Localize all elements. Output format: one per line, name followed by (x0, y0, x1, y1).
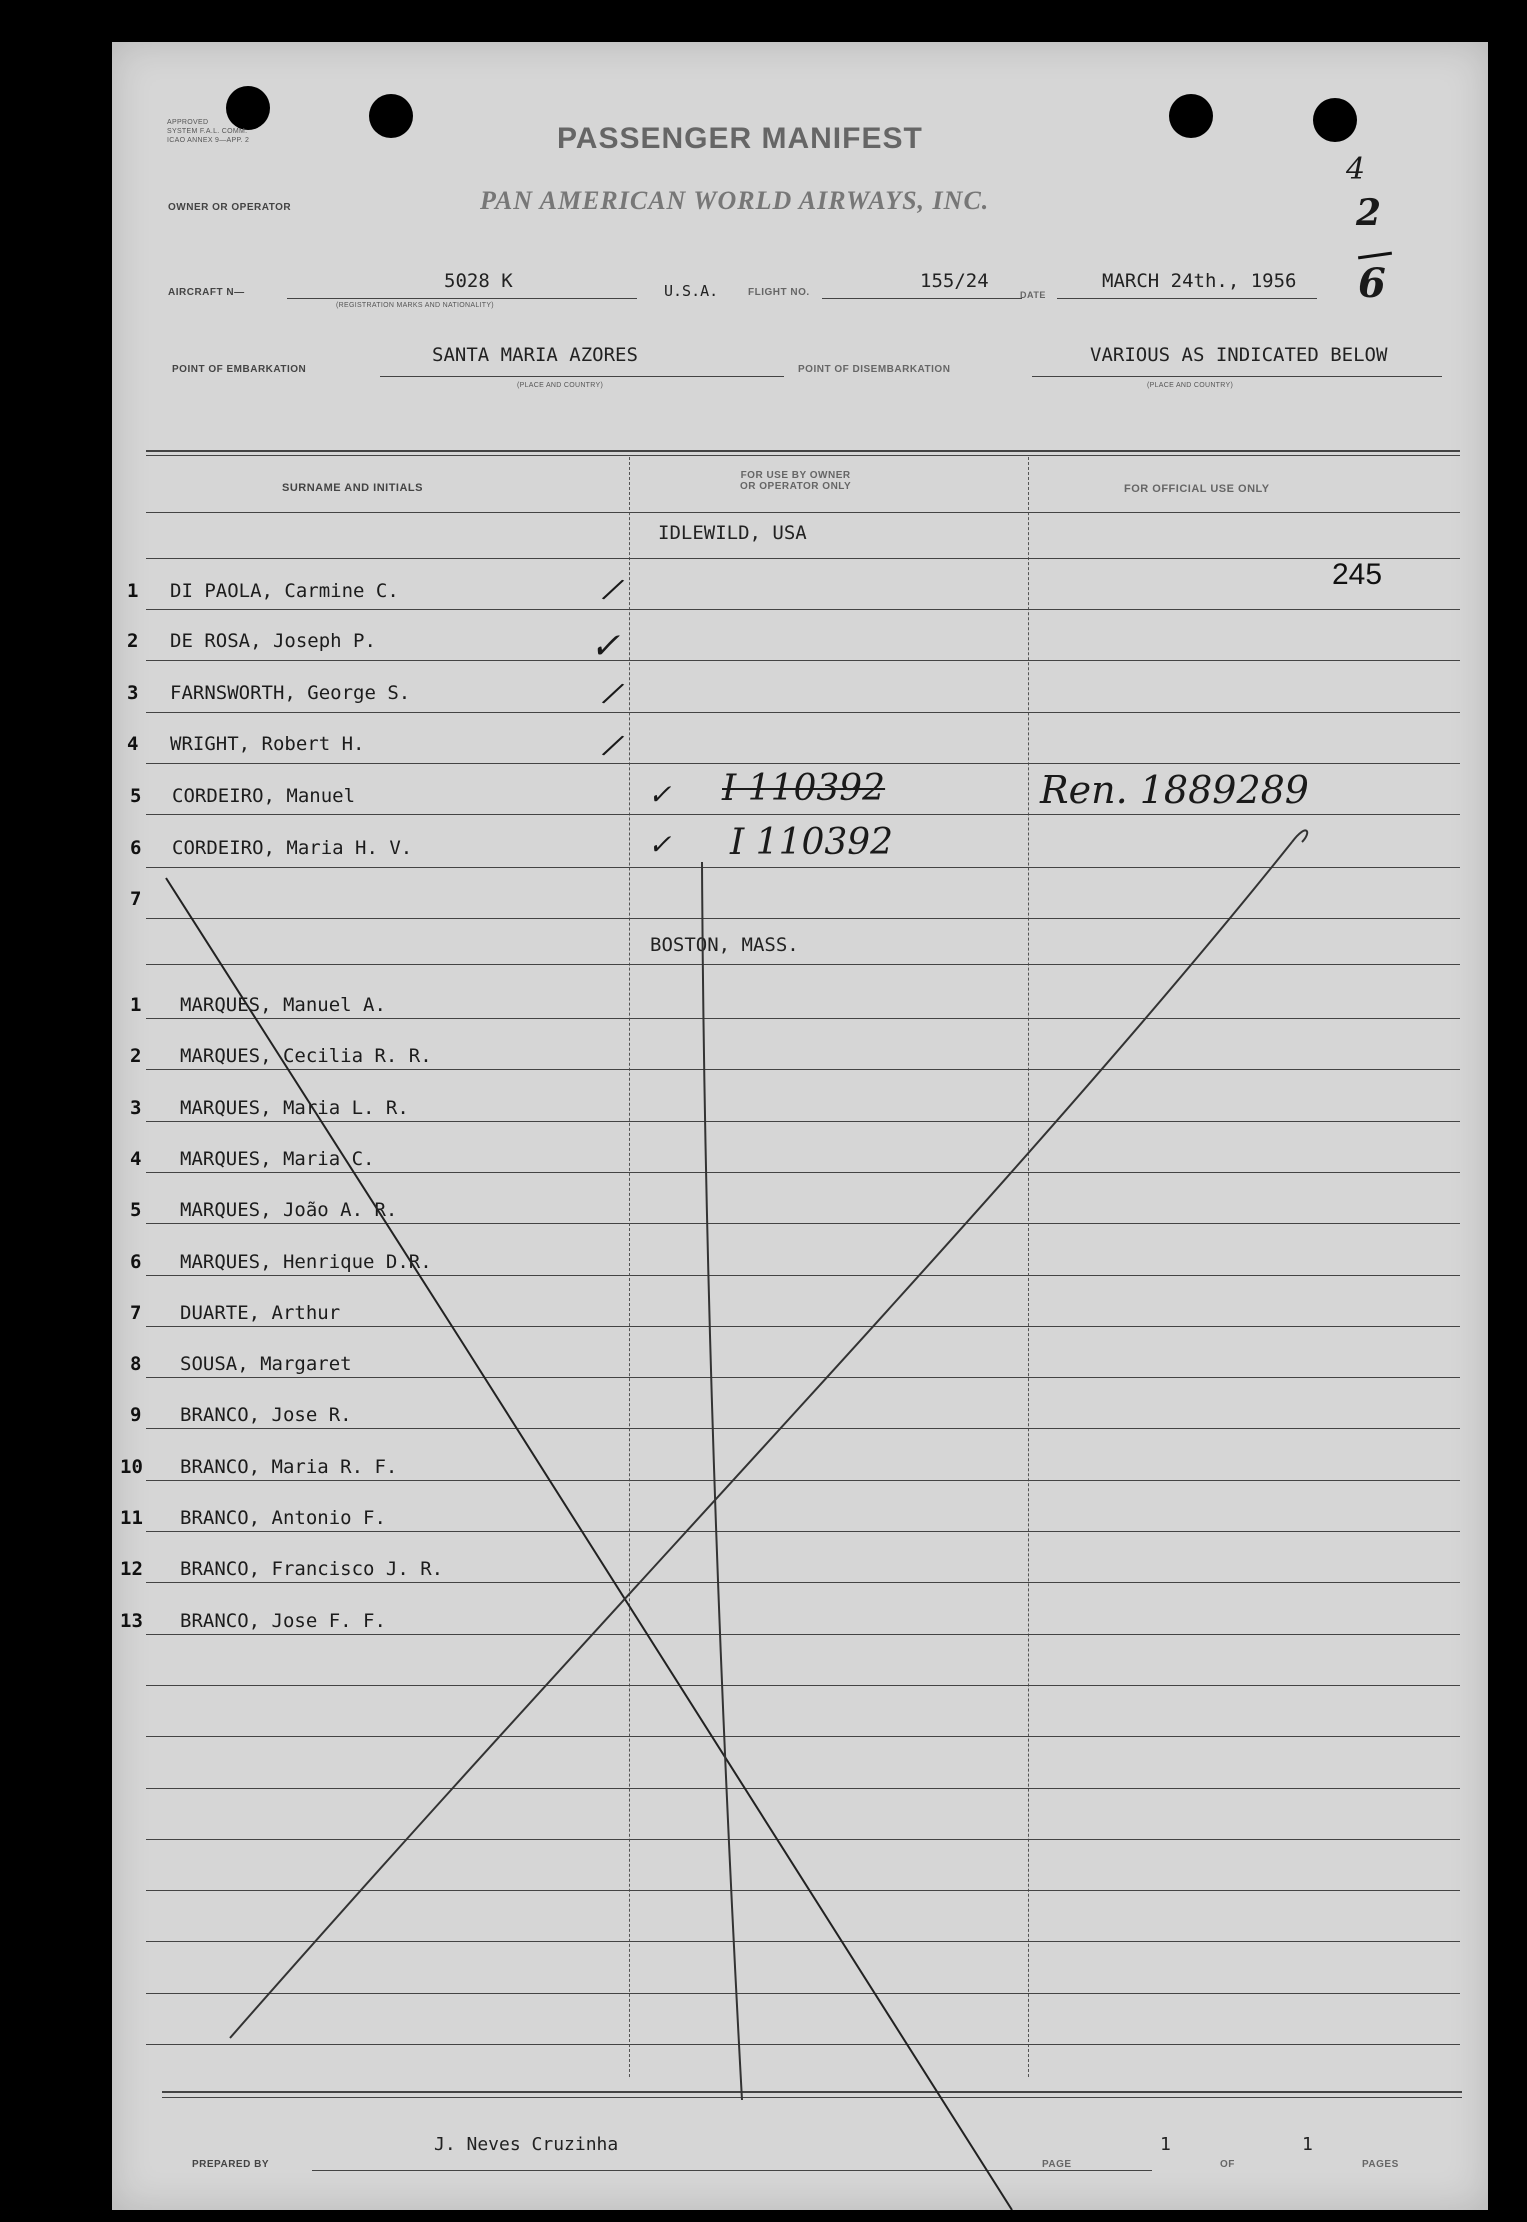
destination-idlewild: IDLEWILD, USA (658, 522, 807, 544)
row-number: 13 (120, 1610, 143, 1632)
passenger-name: BRANCO, Jose R. (180, 1404, 352, 1426)
check-mark: / (602, 571, 624, 608)
owner-value: PAN AMERICAN WORLD AIRWAYS, INC. (480, 186, 990, 215)
pages-label: PAGES (1362, 2159, 1399, 2170)
passenger-name: MARQUES, Maria L. R. (180, 1097, 409, 1119)
passenger-name: DI PAOLA, Carmine C. (170, 580, 399, 602)
passenger-name: MARQUES, Maria C. (180, 1148, 375, 1170)
passenger-name: WRIGHT, Robert H. (170, 733, 365, 755)
passenger-name: CORDEIRO, Manuel (172, 785, 356, 807)
row-number: 1 (127, 580, 139, 602)
official-number: 245 (1332, 558, 1383, 591)
embark-sublabel: (PLACE AND COUNTRY) (517, 382, 604, 389)
row-number: 12 (120, 1558, 143, 1580)
row-number: 1 (130, 994, 142, 1016)
corner-mark-top: 4 (1346, 152, 1366, 187)
check-mark: ✓ (648, 778, 672, 811)
embark-value: SANTA MARIA AZORES (432, 344, 638, 366)
row-number: 5 (130, 1199, 142, 1221)
form-title: PASSENGER MANIFEST (557, 122, 923, 155)
of-label: OF (1220, 2159, 1235, 2170)
embark-label: POINT OF EMBARKATION (172, 364, 307, 375)
passenger-name: BRANCO, Maria R. F. (180, 1456, 398, 1478)
passenger-name: FARNSWORTH, George S. (170, 682, 411, 704)
aircraft-value: 5028 K (444, 270, 513, 292)
official-handwritten-note: Ren. 1889289 (1040, 768, 1309, 812)
col-header-owner: FOR USE BY OWNER OR OPERATOR ONLY (740, 470, 852, 492)
passenger-name: MARQUES, Manuel A. (180, 994, 386, 1016)
prepared-label: PREPARED BY (192, 2159, 269, 2170)
cancel-cross-overlay (112, 42, 1488, 2210)
row-number: 3 (130, 1097, 142, 1119)
disembark-value: VARIOUS AS INDICATED BELOW (1090, 344, 1388, 366)
row-number: 2 (127, 630, 139, 652)
prepared-value: J. Neves Cruzinha (434, 2134, 619, 2155)
owner-label: OWNER OR OPERATOR (168, 202, 292, 213)
row-number: 7 (130, 1302, 142, 1324)
page-value: 1 (1160, 2134, 1171, 2155)
col-header-official: FOR OFFICIAL USE ONLY (1124, 483, 1270, 495)
row-number: 4 (130, 1148, 142, 1170)
manifest-sheet (112, 42, 1488, 2210)
destination-boston: BOSTON, MASS. (650, 934, 799, 956)
passenger-name: MARQUES, Cecilia R. R. (180, 1045, 432, 1067)
nationality: U.S.A. (664, 282, 719, 300)
row-number: 6 (130, 1251, 142, 1273)
row-number: 9 (130, 1404, 142, 1426)
flight-value: 155/24 (920, 270, 989, 292)
aircraft-sublabel: (REGISTRATION MARKS AND NATIONALITY) (336, 302, 494, 309)
passenger-name: MARQUES, João A. R. (180, 1199, 398, 1221)
check-mark: ✓ (648, 828, 672, 861)
row-number: 5 (130, 785, 142, 807)
aircraft-label: AIRCRAFT N— (168, 287, 245, 298)
passenger-name: BRANCO, Jose F. F. (180, 1610, 386, 1632)
passenger-name: MARQUES, Henrique D.R. (180, 1251, 432, 1273)
row-number: 4 (127, 733, 139, 755)
corner-mark-bottom: 6 (1358, 260, 1386, 307)
passenger-name: DUARTE, Arthur (180, 1302, 341, 1324)
check-mark: / (602, 675, 624, 712)
row-number: 2 (130, 1045, 142, 1067)
date-value: MARCH 24th., 1956 (1102, 270, 1297, 292)
col-header-surname: SURNAME AND INITIALS (282, 482, 423, 494)
row-number: 10 (120, 1456, 143, 1478)
disembark-label: POINT OF DISEMBARKATION (798, 364, 951, 375)
row-number: 11 (120, 1507, 143, 1529)
passenger-name: DE ROSA, Joseph P. (170, 630, 376, 652)
row-number: 8 (130, 1353, 142, 1375)
passenger-name: BRANCO, Francisco J. R. (180, 1558, 444, 1580)
check-mark: / (602, 727, 624, 764)
struck-owner-note: I 110392 (722, 768, 886, 809)
row-number: 3 (127, 682, 139, 704)
page-label: PAGE (1042, 2159, 1072, 2170)
row-number: 6 (130, 837, 142, 859)
date-label: DATE (1020, 290, 1046, 300)
passenger-name: CORDEIRO, Maria H. V. (172, 837, 413, 859)
passenger-name: BRANCO, Antonio F. (180, 1507, 386, 1529)
check-mark: ✓ (590, 626, 621, 667)
passenger-name: SOUSA, Margaret (180, 1353, 352, 1375)
corner-mark-mid: 2 (1356, 192, 1382, 234)
row-number: 7 (130, 888, 142, 910)
owner-handwritten-note: I 110392 (730, 822, 894, 863)
disembark-sublabel: (PLACE AND COUNTRY) (1147, 382, 1234, 389)
flight-label: FLIGHT NO. (748, 287, 810, 298)
of-value: 1 (1302, 2134, 1313, 2155)
approval-block: APPROVED SYSTEM F.A.L. COMM. ICAO ANNEX 9—APP. 2 (167, 119, 250, 144)
